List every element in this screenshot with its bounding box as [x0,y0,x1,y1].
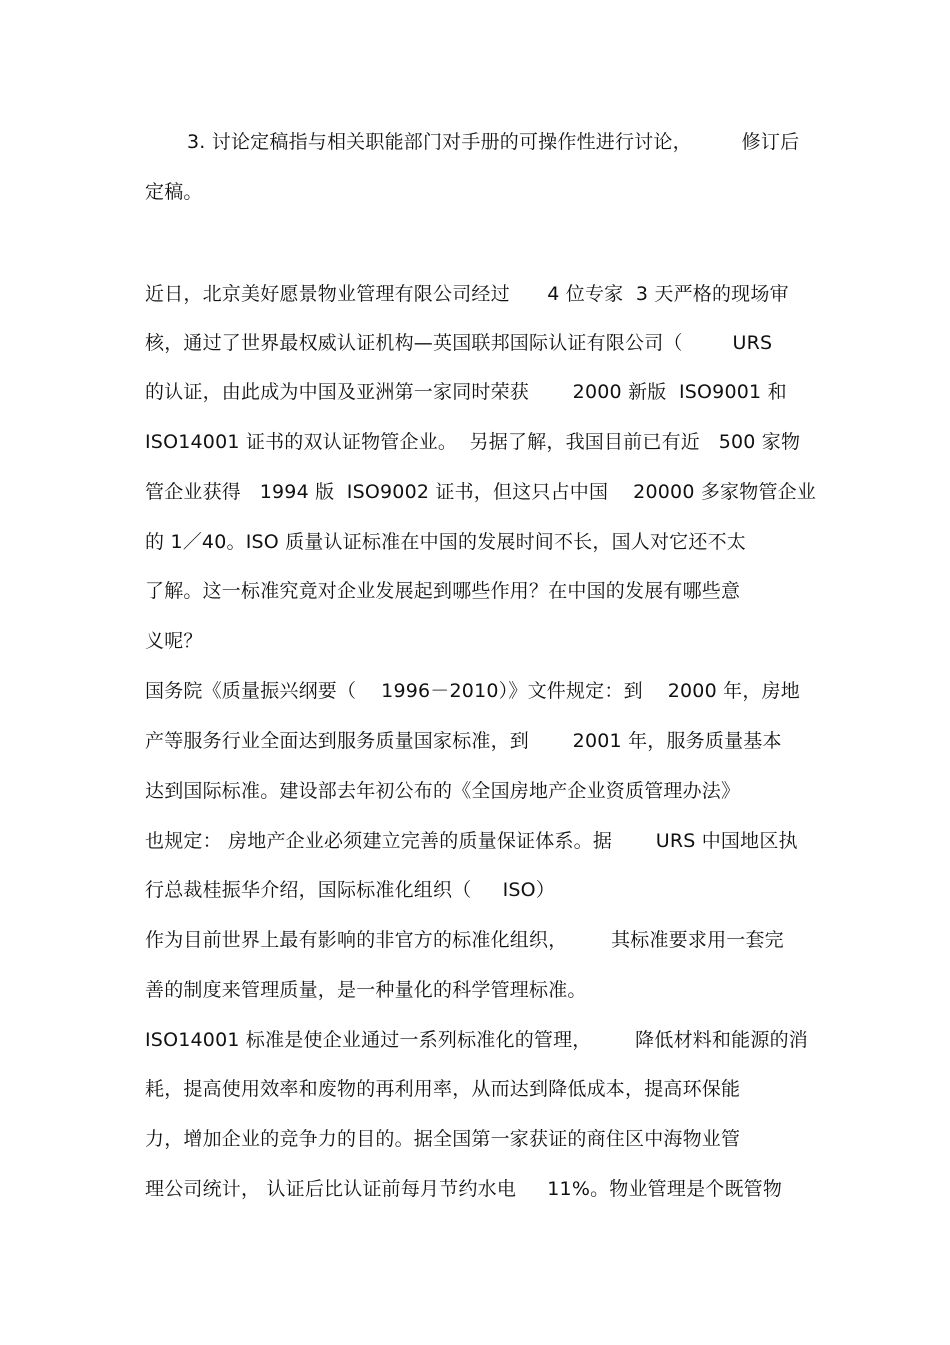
paragraph-line-6: ISO14001 证书的双认证物管企业。 另据了解，我国目前已有近 500 家物 [145,431,801,453]
paragraph-line-14: 也规定： 房地产企业必须建立完善的质量保证体系。据 URS 中国地区执 [145,830,798,852]
paragraph-line-13: 达到国际标准。建设部去年初公布的《全国房地产企业资质管理办法》 [145,780,741,802]
paragraph-line-9: 了解。这一标准究竟对企业发展起到哪些作用？在中国的发展有哪些意 [145,580,741,602]
paragraph-line-12: 产等服务行业全面达到服务质量国家标准，到 2001 年，服务质量基本 [145,730,782,752]
paragraph-line-8: 的 1／40。ISO 质量认证标准在中国的发展时间不长，国人对它还不太 [145,531,746,553]
paragraph-line-2: 定稿。 [145,181,203,203]
paragraph-line-19: 耗，提高使用效率和废物的再利用率，从而达到降低成本，提高环保能 [145,1078,741,1100]
paragraph-line-1: 3. 讨论定稿指与相关职能部门对手册的可操作性进行讨论， 修订后 [187,131,800,153]
paragraph-line-20: 力，增加企业的竞争力的目的。据全国第一家获证的商住区中海物业管 [145,1128,741,1150]
paragraph-line-4: 核，通过了世界最权威认证机构—英国联邦国际认证有限公司（ URS [145,332,773,354]
paragraph-line-5: 的认证，由此成为中国及亚洲第一家同时荣获 2000 新版 ISO9001 和 [145,381,787,403]
paragraph-line-16: 作为目前世界上最有影响的非官方的标准化组织， 其标准要求用一套完 [145,929,784,951]
paragraph-line-3: 近日，北京美好愿景物业管理有限公司经过 4 位专家 3 天严格的现场审 [145,283,789,305]
paragraph-line-21: 理公司统计， 认证后比认证前每月节约水电 11%。物业管理是个既管物 [145,1178,783,1200]
paragraph-line-10: 义呢？ [145,630,203,652]
paragraph-line-17: 善的制度来管理质量，是一种量化的科学管理标准。 [145,979,587,1001]
paragraph-line-15: 行总裁桂振华介绍，国际标准化组织（ ISO） [145,879,556,901]
paragraph-line-11: 国务院《质量振兴纲要（ 1996－2010）》文件规定：到 2000 年，房地 [145,680,800,702]
paragraph-line-18: ISO14001 标准是使企业通过一系列标准化的管理， 降低材料和能源的消 [145,1029,808,1051]
paragraph-line-7: 管企业获得 1994 版 ISO9002 证书，但这只占中国 20000 多家物管企业 [145,481,817,503]
